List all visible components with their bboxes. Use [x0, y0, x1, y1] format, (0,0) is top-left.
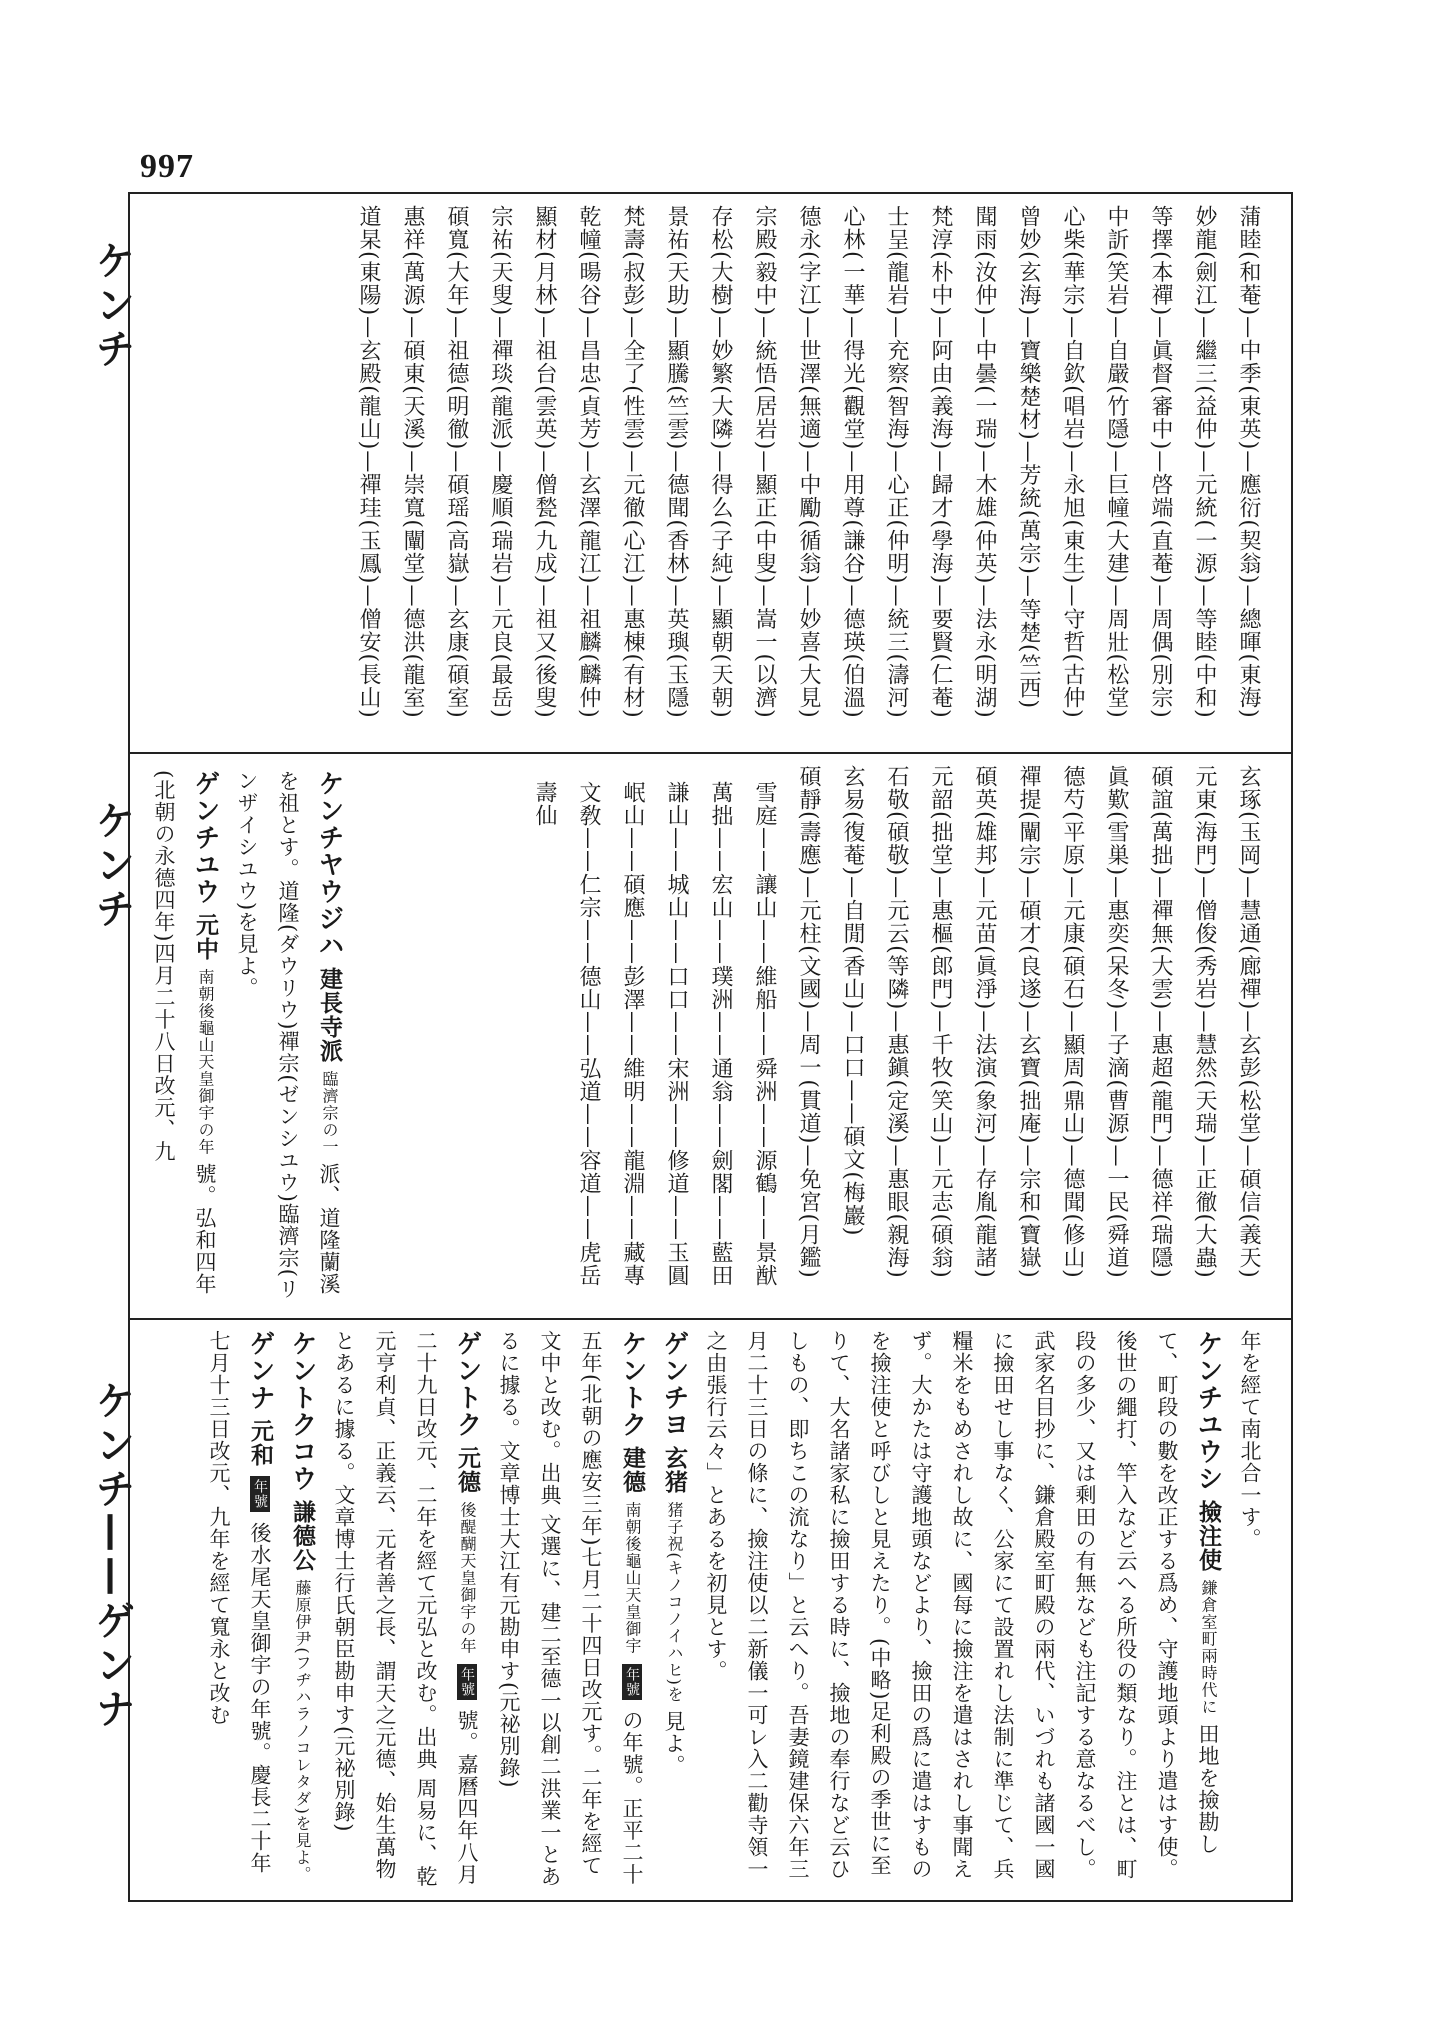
entry-note: 臨濟宗の一 [320, 1070, 339, 1156]
entry-tag: 年號 [622, 1664, 642, 1700]
entry-headword: ケンチヤウジハ [314, 770, 344, 959]
lineage-line: 梵壽(叔彭)—全了(性雲)—元徹(心江)—惠棟(有材) [620, 205, 645, 719]
entry-tag: 年號 [457, 1664, 477, 1700]
lineage-line: 等擇(本禪)—眞督(審中)—啓端(直菴)—周偶(別宗) [1148, 205, 1173, 719]
entries-lower [150, 1330, 1270, 1890]
lineage-line: 眞歎(雪巣)—惠奕(呆冬)—子滴(曹源)—一民(舜道) [1104, 765, 1129, 1279]
lineage-line: 宗祐(天叟)—禪琰(龍派)—慶順(瑞岩)—元良(最岳) [488, 205, 513, 719]
lineage-line: 碩英(雄邦)—元苗(眞淨)—法演(象河)—存胤(龍諸) [972, 765, 997, 1279]
section-divider-lower [128, 1318, 1293, 1320]
lineage-line: 萬拙——宏山——璞洲——通翁——劍閣——藍田 [708, 781, 733, 1287]
lineage-line: 元韶(拙堂)—惠樞(郎門)—千牧(笑山)—元志(碩翁) [928, 765, 953, 1279]
entry-kanji: 玄猪 [661, 1445, 688, 1494]
dictionary-entry [1229, 1330, 1270, 1890]
lineage-line: 士呈(龍岩)—充察(智海)—心正(仲明)—統三(濤河) [884, 205, 909, 719]
margin-headword-middle: ケンチ [89, 800, 135, 932]
lineage-line: 乾幢(暘谷)—昌忠(貞芳)—玄澤(龍江)—祖麟(麟仲) [576, 205, 601, 719]
lineage-line: 岷山——碩應——彭澤——維明——龍淵——藏專 [620, 781, 645, 1287]
entry-kanji: 元和 [247, 1418, 274, 1467]
entry-note: 藤原伊尹(フヂハラノコレタダ)を見よ。 [293, 1579, 312, 1883]
entry-note: 鎌倉室町兩時代に [1199, 1579, 1218, 1716]
entry-kanji: 元德 [454, 1445, 481, 1494]
entry-tag: 年號 [250, 1476, 270, 1512]
dictionary-entry [281, 1330, 323, 1890]
lineage-line: 德芍(平原)—元康(碩石)—顯周(鼎山)—德聞(修山) [1060, 765, 1085, 1279]
entry-kanji: 建德 [619, 1445, 646, 1494]
lineage-line: 曾妙(玄海)—寶樂楚材)—芳統(萬宗)—等楚(竺西) [1016, 205, 1041, 710]
dictionary-entry [488, 1330, 653, 1890]
entry-headword: ケンチユウシ [1193, 1330, 1223, 1492]
lineage-line: 蒲睦(和菴)—中季(東英)—應衍(契翁)—總暉(東海) [1236, 205, 1261, 719]
entries-middle [150, 770, 350, 1310]
margin-headword-top: ケンチ [89, 240, 135, 372]
entry-text: 年を經て南北合一す。 [1238, 1330, 1262, 1550]
lineage-middle [355, 765, 1270, 1310]
lineage-line: 梵淳(朴中)—阿由(義海)—歸才(學海)—要賢(仁菴) [928, 205, 953, 719]
entry-headword: ケントク [617, 1330, 647, 1438]
entry-headword: ゲンチヨ [659, 1330, 689, 1438]
entry-text: 後水尾天皇御宇の年號。慶長二十年七月十三日改元、九年を經て寬永と改む [207, 1330, 272, 1875]
entry-headword: ケントクコウ [287, 1330, 317, 1492]
lineage-line: 顯材(月林)—祖台(雲英)—僧甃(九成)—祖又(後叟) [532, 205, 557, 719]
lineage-line: 玄琢(玉岡)—慧通(廊禪)—玄彭(松堂)—碩信(義天) [1236, 765, 1261, 1279]
lineage-line: 惠祥(萬源)—碩東(天溪)—崇寬(闡堂)—德洪(龍室) [400, 205, 425, 719]
lineage-line: 文敎——仁宗——德山——弘道——容道——虎岳 [576, 781, 601, 1287]
entry-text: の年號。正平二十五年(北朝の應安三年)七月二十四日改元す。二年を經て文中と改む。出典 文選に、建二至德一以創二洪業一とあるに據る。文章博士大江有元勘申す(元祕別錄) [497, 1330, 644, 1888]
dictionary-entry [226, 770, 350, 1310]
entry-text: 派、道隆蘭溪を祖とす。道隆(ダウリウ)禪宗(ゼンシユウ)臨濟宗(リンザイシユウ)を見よ。 [235, 770, 341, 1300]
entry-kanji: 元中 [192, 912, 219, 961]
entry-kanji: 建長寺派 [316, 966, 343, 1063]
dictionary-entry [695, 1330, 1229, 1890]
lineage-line: 宗殿(毅中)—統悟(居岩)—顯正(中叟)—嵩一(以濟) [752, 205, 777, 719]
lineage-line: 玄易(復菴)—自閒(香山)—口口——碩文(梅巖) [840, 765, 865, 1237]
lineage-line: 謙山——城山——口口——宋洲——修道——玉圓 [664, 781, 689, 1287]
lineage-line: 碩誼(萬拙)—禪無(大雲)—惠超(龍門)—德祥(瑞隱) [1148, 765, 1173, 1279]
lineage-line: 雪庭——讓山——維船——舜洲——源鶴——景猷 [752, 781, 777, 1287]
section-divider-upper [128, 752, 1293, 754]
entry-text: 號。嘉曆四年八月二十九日改元、二年を經て元弘と改む。出典 周易に、乾元亨利貞、正義云、元者善之長、謂天之元德、始生萬物とあるに據る。文章博士行氏朝臣勘申す(元祕別錄) [332, 1330, 479, 1888]
entry-text: 田地を撿勘して、町段の數を改正する爲め、守護地頭より遣はす使。後世の繩打、竿入など云へる所役の類なり。注とは、町段の多少、又は剩田の有無なども注記する意なるべし。武家名目抄に、鎌倉殿室町殿の兩代、いづれも諸國一國に撿田せし事なく、公家にて設置れし法制に準じて、兵糧米をもめされし故に、國每に撿注を遣はされし事聞えず。大かたは守護地頭などより、撿田の爲に遣はすものを撿注使と呼びしと見えたり。(中略)足利殿の季世に至りて、大名諸家私に撿田する時に、撿地の奉行など云ひしもの、即ちこの流なり」と云へり。吾妻鏡建保六年三月二十三日の條に、撿注使以二新儀一可レ入二勸寺領一之由張行云々」とあるを初見とす。 [704, 1330, 1220, 1880]
lineage-line: 中訢(笑岩)—自嚴(竹隱)—巨幢(大建)—周壯(松堂) [1104, 205, 1129, 719]
entry-note: 南朝後龜山天皇御宇の年 [196, 968, 215, 1156]
page-number: 997 [140, 148, 194, 185]
lineage-line: 心林(一華)—得光(觀堂)—用尊(謙谷)—德瑛(伯溫) [840, 205, 865, 719]
lineage-line: 碩靜(壽應)—元柱(文國)—周一(貫道)—免宮(月鑑) [796, 765, 821, 1279]
lineage-line: 禪提(闡宗)—碩才(良遂)—玄寶(拙庵)—宗和(寶嶽) [1016, 765, 1041, 1279]
entry-headword: ゲントク [452, 1330, 482, 1438]
entry-headword: ゲンナ [245, 1330, 275, 1411]
dictionary-entry [323, 1330, 488, 1890]
lineage-line: 石敬(碩敬)—元云(等隣)—惠鎭(定溪)—惠眼(親海) [884, 765, 909, 1279]
lineage-line: 元東(海門)—僧俊(秀岩)—慧然(天瑞)—正徹(大蟲) [1192, 765, 1217, 1279]
lineage-line: 壽仙 [532, 781, 557, 827]
lineage-line: 景祐(天助)—顯騰(竺雲)—德聞(香林)—英璵(玉隱) [664, 205, 689, 719]
dictionary-entry [150, 770, 226, 1310]
lineage-line: 妙龍(劍江)—繼三(益仲)—元統(一源)—等睦(中和) [1192, 205, 1217, 719]
lineage-line: 聞雨(汝仲)—中曇(一瑞)—木雄(仲英)—法永(明湖) [972, 205, 997, 719]
entry-text: 號。弘和四年(北朝の永德四年)四月二十八日改元、九 [152, 770, 217, 1296]
lineage-line: 碩寬(大年)—祖德(明徹)—碩瑶(高嶽)—玄康(碩室) [444, 205, 469, 719]
entry-note: 猪子祝(キノコノイハヒ)を [665, 1501, 684, 1703]
entry-kanji: 謙德公 [289, 1499, 316, 1572]
margin-headword-bottom: ケンチ——ゲンナ [89, 1380, 135, 1732]
entry-note: 南朝後龜山天皇御宇 [623, 1501, 642, 1655]
entry-note: 後醍醐天皇御宇の年 [458, 1501, 477, 1655]
lineage-line: 德永(字江)—世澤(無適)—中勵(循翁)—妙喜(大見) [796, 205, 821, 719]
entry-text: 見よ。 [662, 1710, 686, 1777]
dictionary-entry [653, 1330, 695, 1890]
lineage-upper [150, 205, 1270, 745]
entry-headword: ゲンチユウ [190, 770, 220, 905]
lineage-line: 道杲(東陽)—玄殿(龍山)—禪珪(玉鳳)—僧安(長山) [356, 205, 381, 719]
lineage-line: 存松(大樹)—妙繁(大隣)—得么(子純)—顯朝(天朝) [708, 205, 733, 719]
dictionary-entry [198, 1330, 281, 1890]
entry-kanji: 撿注使 [1195, 1499, 1222, 1572]
lineage-line: 心柴(華宗)—自欽(唱岩)—永旭(東生)—守哲(古仲) [1060, 205, 1085, 719]
